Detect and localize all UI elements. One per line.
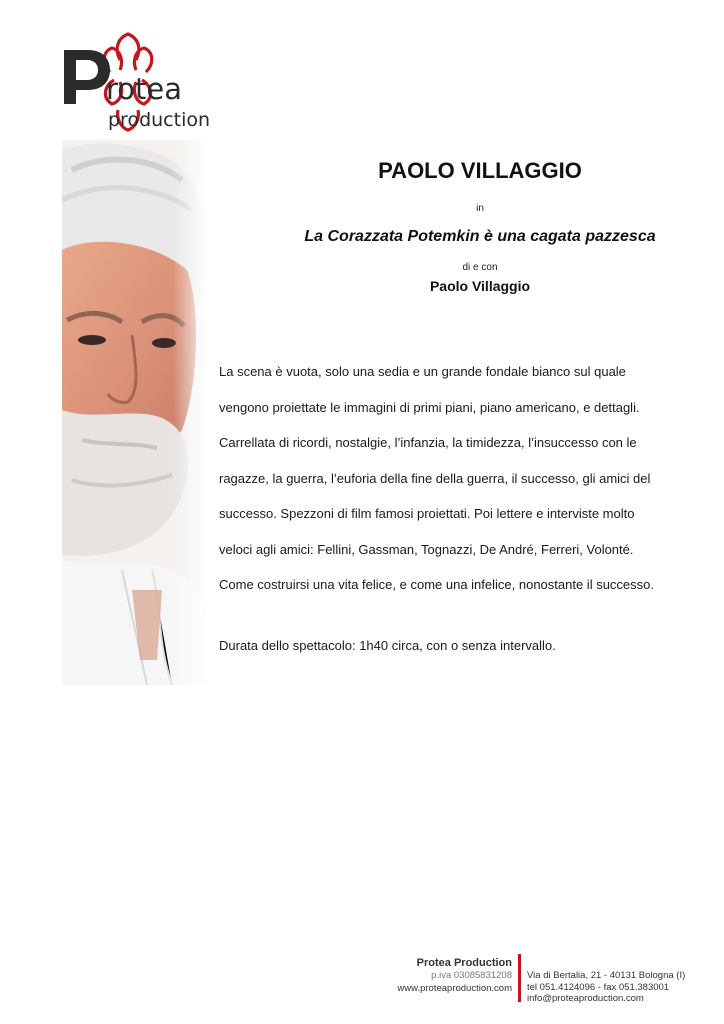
protea-logo — [58, 32, 223, 132]
description-line: vengono proiettate le immagini di primi piani, piano americano, e dettagli. — [219, 399, 640, 415]
description-line: Come costruirsi una vita felice, e come una infelice, nonostante il successo. — [219, 577, 654, 592]
footer-company-block — [340, 957, 512, 995]
footer-contact-block — [527, 970, 717, 1005]
description-line: Carrellata di ricordi, nostalgie, l’infanzia, la timidezza, l’insuccesso con le — [219, 435, 637, 450]
footer-address: Via di Bertalia, 21 - 40131 Bologna (I) — [527, 970, 686, 981]
footer-website-link[interactable]: www.proteaproduction.com — [397, 982, 512, 994]
portrait-photo — [62, 140, 210, 685]
svg-text:production: production — [108, 109, 211, 131]
author-name: Paolo Villaggio — [429, 278, 531, 294]
footer-company-name: Protea Production — [416, 957, 512, 969]
duration-text: Durata dello spettacolo: 1h40 circa, con o senza intervallo. — [219, 638, 556, 653]
footer-divider — [518, 954, 521, 1002]
svg-text:rotea: rotea — [106, 72, 183, 106]
page-title: PAOLO VILLAGGIO — [378, 158, 582, 183]
footer-email-link[interactable]: info@proteaproduction.com — [527, 993, 644, 1004]
in-label: in — [476, 203, 484, 214]
description-paragraph — [219, 354, 689, 603]
description-line: ragazze, la guerra, l’euforia della fine della guerra, il successo, gli amici del — [219, 470, 651, 486]
protea-flower-logo-icon — [58, 32, 223, 132]
portrait-photo-image — [62, 140, 210, 685]
description-line: La scena è vuota, solo una sedia e un grande fondale bianco sul quale — [219, 364, 626, 379]
footer-phone-fax: tel 051.4124096 - fax 051.383001 — [527, 981, 670, 993]
credit-label: di e con — [462, 262, 498, 273]
footer-vat-number: p.iva 03085831208 — [431, 970, 512, 981]
show-title: La Corazzata Potemkin è una cagata pazzesca — [304, 228, 656, 245]
description-line: successo. Spezzoni di film famosi proiettati. Poi lettere e interviste molto — [219, 506, 635, 521]
description-line: veloci agli amici: Fellini, Gassman, Tognazzi, De André, Ferreri, Volonté. — [219, 541, 634, 557]
